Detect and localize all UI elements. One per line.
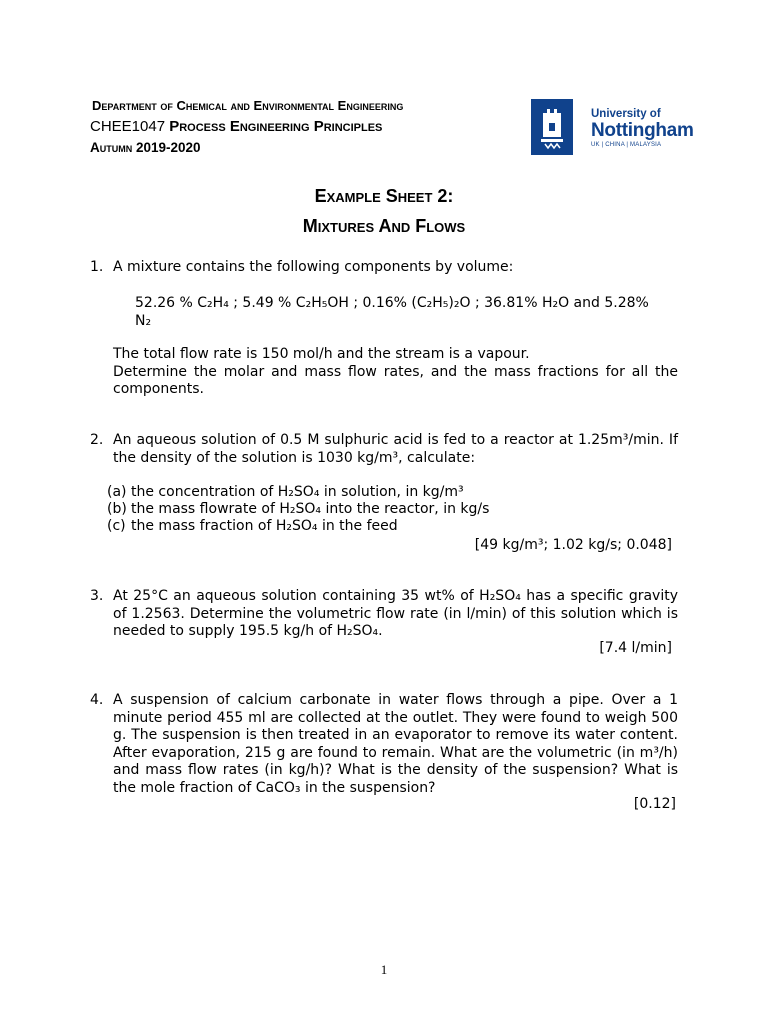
logo-line-3: UK | CHINA | MALAYSIA bbox=[591, 142, 662, 148]
sheet-title-line-2: Mixtures And Flows bbox=[302, 216, 466, 236]
question-2-part-b-label: (b) bbox=[107, 501, 127, 517]
question-1-composition-line-1: 52.26 % C₂H₄ ; 5.49 % C₂H₅OH ; 0.16% (C₂H₅)₂O ; 36.81% H₂O and 5.28% bbox=[135, 295, 649, 311]
module-name: Process Engineering Principles bbox=[169, 118, 383, 135]
question-2-intro: An aqueous solution of 0.5 M sulphuric acid is fed to a reactor at 1.25m³/min. If the density of the solution is 1030 kg/m³, calculate: bbox=[113, 432, 678, 466]
question-2-answer: [49 kg/m³; 1.02 kg/s; 0.048] bbox=[474, 537, 672, 553]
department-name: Department of Chemical and Environmental Engineering bbox=[92, 98, 404, 113]
question-3-text: At 25°C an aqueous solution containing 35 wt% of H₂SO₄ has a specific gravity of 1.2563. Determine the volumetric flow rate (in l/min) of this solution which is needed to supply 195.5 kg/h of H₂SO₄. bbox=[113, 588, 678, 639]
question-1-body bbox=[113, 346, 678, 399]
module-code: CHEE1047 bbox=[90, 118, 166, 135]
module-line bbox=[90, 116, 403, 137]
university-logo bbox=[531, 99, 694, 155]
logo-line-2: Nottingham bbox=[591, 120, 694, 141]
question-1-text-b: Determine the molar and mass flow rates, and the mass fractions for all the components. bbox=[113, 363, 678, 397]
question-2-part-a-label: (a) bbox=[107, 484, 127, 500]
sheet-subtitle bbox=[0, 216, 768, 237]
question-4-text: A suspension of calcium carbonate in water flows through a pipe. Over a 1 minute period 455 ml are collected at the outlet. They were found to weigh 500 g. The suspension is then treated in an evaporator to remove its water content. After evaporation, 215 g are found to remain. What are the volumetric (in m³/h) and mass flow rates (in kg/h)? What is the density of the suspension? What is the mole fraction of CaCO₃ in the suspension? bbox=[113, 692, 678, 796]
question-4-number: 4. bbox=[90, 692, 104, 708]
question-2-number: 2. bbox=[90, 432, 104, 448]
question-1-intro: A mixture contains the following components by volume: bbox=[113, 259, 514, 275]
question-2-part-c: the mass fraction of H₂SO₄ in the feed bbox=[131, 518, 398, 534]
logo-text bbox=[591, 108, 694, 150]
question-1-number: 1. bbox=[90, 259, 104, 275]
term: Autumn 2019-2020 bbox=[90, 140, 201, 155]
question-3-answer: [7.4 l/min] bbox=[599, 640, 672, 656]
crest-icon bbox=[531, 99, 573, 155]
question-2-part-a: the concentration of H₂SO₄ in solution, in kg/m³ bbox=[131, 484, 464, 500]
question-1-composition-line-2: N₂ bbox=[135, 312, 152, 329]
question-3-number: 3. bbox=[90, 588, 104, 604]
question-1-text-a: The total flow rate is 150 mol/h and the stream is a vapour. bbox=[113, 346, 530, 362]
question-4-answer: [0.12] bbox=[633, 796, 676, 812]
logo-line-1: University of bbox=[591, 108, 661, 120]
page-number: 1 bbox=[380, 962, 388, 977]
document-header bbox=[90, 95, 403, 158]
question-2-part-b: the mass flowrate of H₂SO₄ into the reactor, in kg/s bbox=[131, 501, 490, 517]
question-1-composition bbox=[135, 295, 678, 330]
sheet-title bbox=[0, 186, 768, 207]
question-2-part-c-label: (c) bbox=[107, 518, 126, 534]
sheet-title-line-1: Example Sheet 2: bbox=[314, 186, 454, 206]
